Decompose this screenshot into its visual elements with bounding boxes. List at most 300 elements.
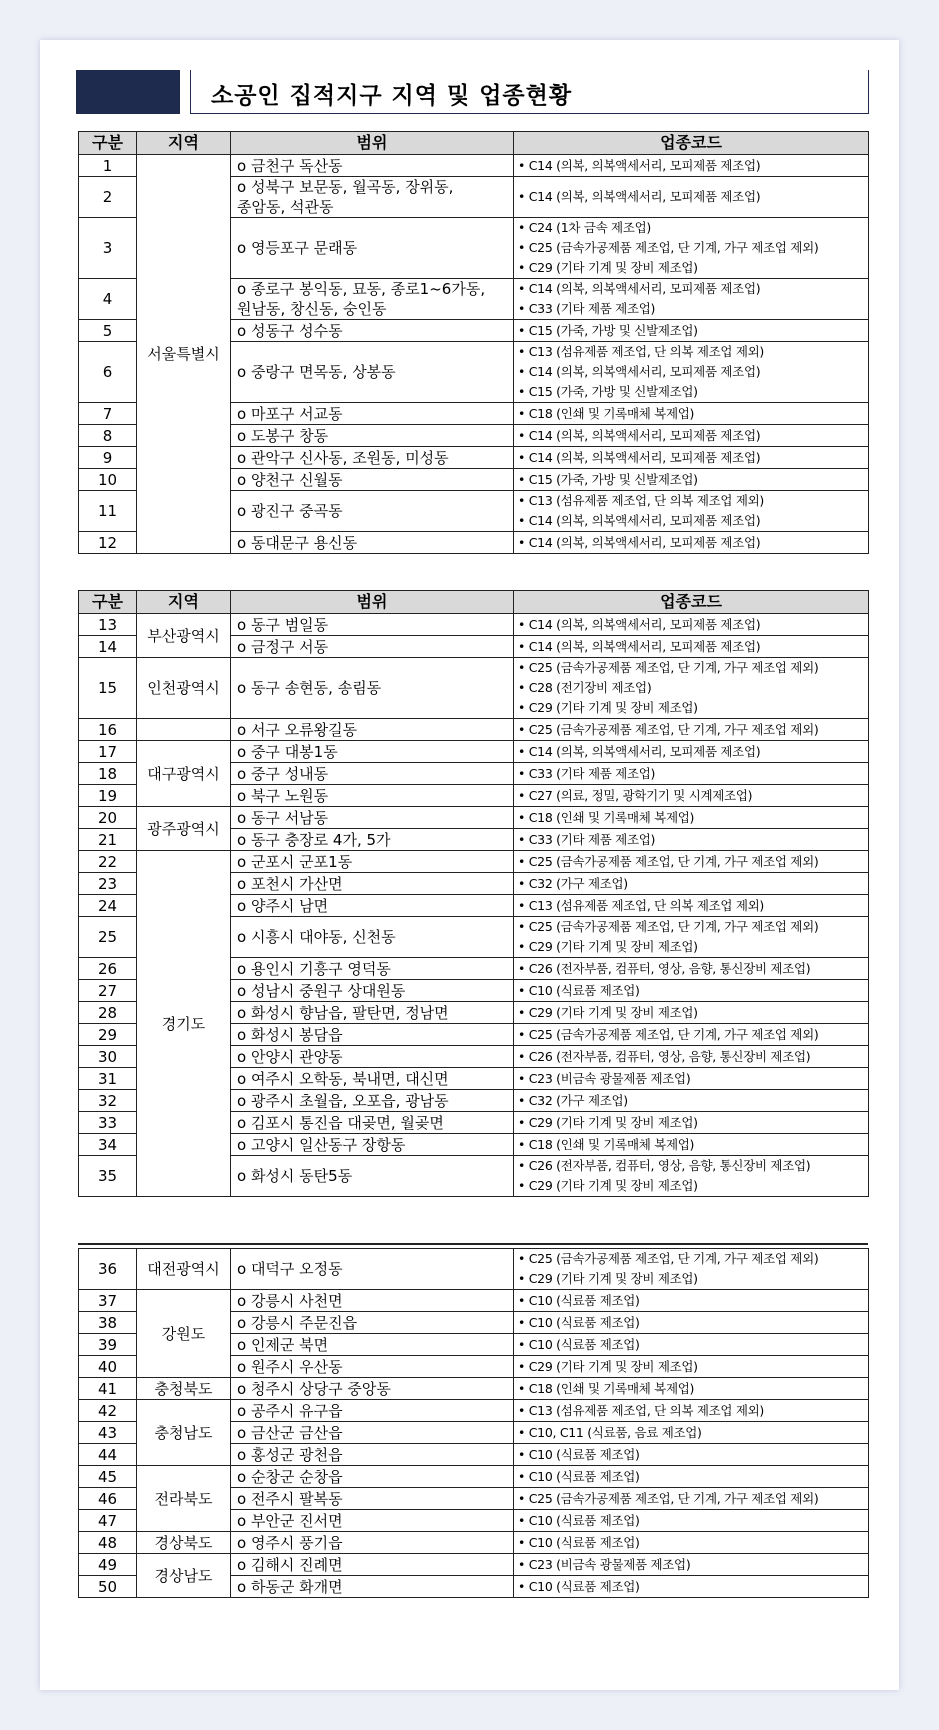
range-line: o 성남시 중원구 상대원동 (237, 981, 406, 1000)
row-number: 22 (79, 851, 137, 873)
region-cell: 경기도 (137, 851, 231, 1197)
row-number: 49 (79, 1554, 137, 1576)
industry-code-line: • C13 (섬유제품 제조업, 단 의복 제조업 제외) (518, 1402, 764, 1418)
range-cell (231, 447, 514, 469)
region-cell: 강원도 (137, 1290, 231, 1378)
range-cell (231, 741, 514, 763)
row-number: 37 (79, 1290, 137, 1312)
industry-code-line: • C29 (기타 기계 및 장비 제조업) (518, 1358, 698, 1374)
row-number: 18 (79, 763, 137, 785)
row-number: 17 (79, 741, 137, 763)
range-line: o 북구 노원동 (237, 786, 329, 805)
region-cell: 대구광역시 (137, 741, 231, 807)
row-number: 15 (79, 658, 137, 719)
table-row (79, 1532, 869, 1554)
range-line: o 원주시 우산동 (237, 1357, 343, 1376)
range-line: o 대덕구 오정동 (237, 1260, 343, 1278)
range-line: o 서구 오류왕길동 (237, 720, 358, 739)
range-cell (231, 218, 514, 279)
range-cell (231, 1002, 514, 1024)
range-cell (231, 851, 514, 873)
row-number: 43 (79, 1422, 137, 1444)
range-line: o 강릉시 주문진읍 (237, 1313, 358, 1332)
row-number: 7 (79, 403, 137, 425)
industry-code-line: • C23 (비금속 광물제품 제조업) (518, 1070, 691, 1086)
range-cell (231, 1024, 514, 1046)
industry-code-cell (514, 1312, 869, 1334)
range-cell (231, 785, 514, 807)
column-header: 지역 (137, 591, 231, 614)
industry-code-line: • C10 (식료품 제조업) (518, 1336, 640, 1352)
industry-code-cell (514, 785, 869, 807)
row-number: 25 (79, 917, 137, 958)
industry-code-cell (514, 958, 869, 980)
industry-code-line: • C18 (인쇄 및 기록매체 복제업) (518, 1136, 695, 1152)
range-line: o 중구 대봉1동 (237, 742, 338, 761)
industry-table-1 (78, 131, 869, 554)
industry-code-line: • C14 (의복, 의복액세서리, 모피제품 제조업) (518, 638, 761, 654)
range-cell (231, 614, 514, 636)
industry-code-line: • C25 (금속가공제품 제조업, 단 기계, 가구 제조업 제외) (518, 853, 819, 869)
industry-code-line: • C33 (기타 제품 제조업) (518, 831, 656, 847)
industry-code-cell (514, 279, 869, 320)
industry-code-line: • C10 (식료품 제조업) (518, 1534, 640, 1550)
industry-code-line: • C25 (금속가공제품 제조업, 단 기계, 가구 제조업 제외) (518, 1490, 819, 1506)
industry-code-cell (514, 917, 869, 958)
industry-code-cell (514, 342, 869, 403)
row-number: 8 (79, 425, 137, 447)
range-line: o 공주시 유구읍 (237, 1401, 343, 1420)
industry-code-line: • C10, C11 (식료품, 음료 제조업) (518, 1424, 702, 1440)
industry-code-cell (514, 532, 869, 554)
row-number: 48 (79, 1532, 137, 1554)
row-number: 6 (79, 342, 137, 403)
column-header: 범위 (231, 591, 514, 614)
range-line: o 김포시 통진읍 대곶면, 월곶면 (237, 1113, 444, 1132)
range-line: o 전주시 팔복동 (237, 1489, 343, 1508)
range-cell (231, 807, 514, 829)
row-number: 12 (79, 532, 137, 554)
industry-code-line: • C15 (가죽, 가방 및 신발제조업) (518, 384, 698, 399)
industry-code-line: • C10 (식료품 제조업) (518, 1292, 640, 1308)
industry-code-cell (514, 829, 869, 851)
range-line: o 화성시 향남읍, 팔탄면, 정남면 (237, 1003, 449, 1022)
range-line: o 여주시 오학동, 북내면, 대신면 (237, 1069, 449, 1088)
industry-code-cell (514, 1290, 869, 1312)
region-cell: 부산광역시 (137, 614, 231, 658)
table-row (79, 807, 869, 829)
industry-code-line: • C29 (기타 기계 및 장비 제조업) (518, 700, 698, 715)
range-line: o 하동군 화개면 (237, 1577, 343, 1596)
region-cell: 경상북도 (137, 1532, 231, 1554)
industry-code-cell (514, 1532, 869, 1554)
industry-code-line: • C14 (의복, 의복액세서리, 모피제품 제조업) (518, 616, 761, 632)
region-cell: 경상남도 (137, 1554, 231, 1598)
industry-code-cell (514, 807, 869, 829)
table-row (79, 1378, 869, 1400)
region-cell: 충청남도 (137, 1400, 231, 1466)
row-number: 3 (79, 218, 137, 279)
row-number: 32 (79, 1090, 137, 1112)
industry-code-line: • C10 (식료품 제조업) (518, 982, 640, 998)
industry-code-cell (514, 1488, 869, 1510)
section-divider (78, 1243, 868, 1245)
range-line: o 마포구 서교동 (237, 404, 343, 423)
table-row (79, 1466, 869, 1488)
industry-code-line: • C14 (의복, 의복액세서리, 모피제품 제조업) (518, 743, 761, 759)
industry-code-line: • C25 (금속가공제품 제조업, 단 기계, 가구 제조업 제외) (518, 1026, 819, 1042)
industry-code-cell (514, 1046, 869, 1068)
range-cell (231, 1510, 514, 1532)
region-cell: 대전광역시 (137, 1249, 231, 1290)
range-line: o 청주시 상당구 중앙동 (237, 1379, 391, 1398)
industry-code-line: • C14 (의복, 의복액세서리, 모피제품 제조업) (518, 364, 761, 379)
row-number: 21 (79, 829, 137, 851)
industry-code-line: • C32 (가구 제조업) (518, 1092, 628, 1108)
industry-code-cell (514, 1576, 869, 1598)
industry-code-cell (514, 1002, 869, 1024)
industry-code-line: • C28 (전기장비 제조업) (518, 680, 652, 695)
row-number: 11 (79, 491, 137, 532)
range-cell (231, 763, 514, 785)
industry-code-cell (514, 614, 869, 636)
row-number: 45 (79, 1466, 137, 1488)
range-line: o 영주시 풍기읍 (237, 1533, 343, 1552)
industry-code-line: • C25 (금속가공제품 제조업, 단 기계, 가구 제조업 제외) (518, 1251, 819, 1266)
industry-code-cell (514, 1356, 869, 1378)
row-number: 10 (79, 469, 137, 491)
range-line: o 홍성군 광천읍 (237, 1445, 343, 1464)
range-cell (231, 1466, 514, 1488)
range-line: o 안양시 관양동 (237, 1047, 343, 1066)
row-number: 46 (79, 1488, 137, 1510)
table-row (79, 1249, 869, 1290)
range-line: o 인제군 북면 (237, 1335, 329, 1354)
row-number: 5 (79, 320, 137, 342)
industry-code-line: • C29 (기타 기계 및 장비 제조업) (518, 1004, 698, 1020)
header-accent-block (76, 70, 180, 114)
range-cell (231, 895, 514, 917)
range-line: o 포천시 가산면 (237, 874, 343, 893)
row-number: 36 (79, 1249, 137, 1290)
industry-code-cell (514, 155, 869, 177)
industry-code-line: • C29 (기타 기계 및 장비 제조업) (518, 1178, 698, 1193)
range-cell (231, 1488, 514, 1510)
range-line: o 화성시 동탄5동 (237, 1167, 353, 1185)
row-number: 24 (79, 895, 137, 917)
industry-code-line: • C14 (의복, 의복액세서리, 모피제품 제조업) (518, 189, 761, 204)
industry-code-line: • C14 (의복, 의복액세서리, 모피제품 제조업) (518, 449, 761, 465)
range-cell (231, 829, 514, 851)
industry-code-cell (514, 1510, 869, 1532)
industry-code-line: • C29 (기타 기계 및 장비 제조업) (518, 1114, 698, 1130)
industry-code-line: • C33 (기타 제품 제조업) (518, 301, 656, 316)
row-number: 30 (79, 1046, 137, 1068)
row-number: 41 (79, 1378, 137, 1400)
row-number: 19 (79, 785, 137, 807)
industry-code-cell (514, 658, 869, 719)
row-number: 47 (79, 1510, 137, 1532)
range-line: o 시흥시 대야동, 신천동 (237, 928, 396, 946)
range-cell (231, 425, 514, 447)
industry-code-line: • C13 (섬유제품 제조업, 단 의복 제조업 제외) (518, 493, 764, 508)
document-header (76, 70, 869, 114)
range-line: o 군포시 군포1동 (237, 852, 353, 871)
industry-code-cell (514, 741, 869, 763)
industry-code-cell (514, 1134, 869, 1156)
range-line: 종암동, 석관동 (237, 198, 334, 216)
industry-code-cell (514, 1112, 869, 1134)
column-header: 업종코드 (514, 132, 869, 155)
range-cell (231, 342, 514, 403)
industry-code-cell (514, 1334, 869, 1356)
region-cell: 충청북도 (137, 1378, 231, 1400)
range-cell (231, 1090, 514, 1112)
range-line: o 영등포구 문래동 (237, 239, 358, 257)
row-number: 33 (79, 1112, 137, 1134)
range-line: o 광주시 초월읍, 오포읍, 광남동 (237, 1091, 449, 1110)
range-cell (231, 1356, 514, 1378)
row-number: 40 (79, 1356, 137, 1378)
column-header: 구분 (79, 132, 137, 155)
industry-code-line: • C10 (식료품 제조업) (518, 1512, 640, 1528)
range-line: o 고양시 일산동구 장항동 (237, 1135, 406, 1154)
region-cell: 전라북도 (137, 1466, 231, 1532)
industry-code-cell (514, 980, 869, 1002)
industry-code-line: • C25 (금속가공제품 제조업, 단 기계, 가구 제조업 제외) (518, 919, 819, 934)
industry-code-cell (514, 218, 869, 279)
region-cell: 인천광역시 (137, 658, 231, 719)
range-line: o 용인시 기흥구 영덕동 (237, 959, 391, 978)
industry-code-cell (514, 1444, 869, 1466)
industry-code-line: • C26 (전자부품, 컴퓨터, 영상, 음향, 통신장비 제조업) (518, 1048, 811, 1064)
range-line: o 종로구 봉익동, 묘동, 종로1~6가동, (237, 280, 486, 298)
document-title: 소공인 집적지구 지역 및 업종현황 (211, 83, 573, 109)
region-cell: 서울특별시 (137, 155, 231, 554)
industry-code-line: • C13 (섬유제품 제조업, 단 의복 제조업 제외) (518, 344, 764, 359)
industry-code-line: • C14 (의복, 의복액세서리, 모피제품 제조업) (518, 281, 761, 296)
table-row (79, 155, 869, 177)
region-cell: 광주광역시 (137, 807, 231, 851)
range-cell (231, 1400, 514, 1422)
row-number: 38 (79, 1312, 137, 1334)
table-header-row (79, 591, 869, 614)
industry-code-cell (514, 1400, 869, 1422)
column-header: 업종코드 (514, 591, 869, 614)
range-cell (231, 917, 514, 958)
industry-code-cell (514, 1422, 869, 1444)
industry-code-line: • C29 (기타 기계 및 장비 제조업) (518, 260, 698, 275)
table-row (79, 614, 869, 636)
industry-table-2 (78, 590, 869, 1197)
range-cell (231, 1290, 514, 1312)
column-header: 범위 (231, 132, 514, 155)
row-number: 39 (79, 1334, 137, 1356)
range-cell (231, 873, 514, 895)
range-line: o 동구 서남동 (237, 808, 329, 827)
industry-code-cell (514, 1378, 869, 1400)
industry-code-line: • C14 (의복, 의복액세서리, 모피제품 제조업) (518, 534, 761, 550)
industry-code-cell (514, 1090, 869, 1112)
range-cell (231, 155, 514, 177)
region-cell (137, 719, 231, 741)
industry-code-line: • C15 (가죽, 가방 및 신발제조업) (518, 322, 698, 338)
industry-code-line: • C10 (식료품 제조업) (518, 1468, 640, 1484)
row-number: 4 (79, 279, 137, 320)
industry-code-line: • C25 (금속가공제품 제조업, 단 기계, 가구 제조업 제외) (518, 240, 819, 255)
row-number: 20 (79, 807, 137, 829)
industry-code-line: • C14 (의복, 의복액세서리, 모피제품 제조업) (518, 513, 761, 528)
industry-code-line: • C18 (인쇄 및 기록매체 복제업) (518, 1380, 695, 1396)
range-cell (231, 1134, 514, 1156)
range-line: o 중구 성내동 (237, 764, 329, 783)
industry-code-cell (514, 1156, 869, 1197)
range-cell (231, 177, 514, 218)
table-row (79, 1400, 869, 1422)
industry-code-cell (514, 403, 869, 425)
row-number: 23 (79, 873, 137, 895)
table-row (79, 851, 869, 873)
row-number: 16 (79, 719, 137, 741)
range-line: o 도봉구 창동 (237, 426, 329, 445)
industry-code-line: • C10 (식료품 제조업) (518, 1314, 640, 1330)
industry-code-cell (514, 425, 869, 447)
range-line: o 강릉시 사천면 (237, 1291, 343, 1310)
industry-code-cell (514, 763, 869, 785)
row-number: 28 (79, 1002, 137, 1024)
range-cell (231, 1046, 514, 1068)
table-row (79, 658, 869, 719)
range-cell (231, 1554, 514, 1576)
industry-code-line: • C27 (의료, 정밀, 광학기기 및 시계제조업) (518, 787, 753, 803)
row-number: 31 (79, 1068, 137, 1090)
industry-code-cell (514, 636, 869, 658)
industry-table-3 (78, 1248, 869, 1598)
range-cell (231, 469, 514, 491)
range-line: o 화성시 봉담읍 (237, 1025, 343, 1044)
header-title-box (190, 70, 869, 114)
row-number: 29 (79, 1024, 137, 1046)
row-number: 50 (79, 1576, 137, 1598)
range-line: o 중랑구 면목동, 상봉동 (237, 363, 396, 381)
industry-code-line: • C23 (비금속 광물제품 제조업) (518, 1556, 691, 1572)
industry-code-line: • C14 (의복, 의복액세서리, 모피제품 제조업) (518, 157, 761, 173)
industry-code-line: • C15 (가죽, 가방 및 신발제조업) (518, 471, 698, 487)
row-number: 26 (79, 958, 137, 980)
range-cell (231, 1112, 514, 1134)
industry-code-cell (514, 491, 869, 532)
range-cell (231, 980, 514, 1002)
table-row (79, 1290, 869, 1312)
industry-code-line: • C25 (금속가공제품 제조업, 단 기계, 가구 제조업 제외) (518, 660, 819, 675)
table-row (79, 719, 869, 741)
industry-code-cell (514, 1068, 869, 1090)
range-cell (231, 491, 514, 532)
industry-code-line: • C33 (기타 제품 제조업) (518, 765, 656, 781)
range-cell (231, 1312, 514, 1334)
range-line: o 관악구 신사동, 조원동, 미성동 (237, 448, 449, 467)
table-row (79, 1554, 869, 1576)
table-row (79, 741, 869, 763)
range-cell (231, 1444, 514, 1466)
industry-code-line: • C18 (인쇄 및 기록매체 복제업) (518, 405, 695, 421)
range-cell (231, 1156, 514, 1197)
range-cell (231, 1422, 514, 1444)
industry-code-cell (514, 177, 869, 218)
industry-code-line: • C29 (기타 기계 및 장비 제조업) (518, 1271, 698, 1286)
industry-code-cell (514, 447, 869, 469)
row-number: 34 (79, 1134, 137, 1156)
industry-code-cell (514, 469, 869, 491)
range-line: o 부안군 진서면 (237, 1511, 343, 1530)
range-line: o 양주시 남면 (237, 896, 329, 915)
row-number: 2 (79, 177, 137, 218)
range-line: o 동대문구 용신동 (237, 533, 358, 552)
row-number: 44 (79, 1444, 137, 1466)
range-line: o 동구 충장로 4가, 5가 (237, 830, 391, 849)
industry-code-cell (514, 895, 869, 917)
industry-code-line: • C32 (가구 제조업) (518, 875, 628, 891)
range-cell (231, 1068, 514, 1090)
row-number: 13 (79, 614, 137, 636)
range-cell (231, 636, 514, 658)
range-cell (231, 320, 514, 342)
range-line: o 김해시 진례면 (237, 1555, 343, 1574)
industry-code-line: • C25 (금속가공제품 제조업, 단 기계, 가구 제조업 제외) (518, 721, 819, 737)
industry-code-line: • C26 (전자부품, 컴퓨터, 영상, 음향, 통신장비 제조업) (518, 960, 811, 976)
row-number: 42 (79, 1400, 137, 1422)
industry-code-line: • C10 (식료품 제조업) (518, 1578, 640, 1594)
row-number: 27 (79, 980, 137, 1002)
range-line: o 금산군 금산읍 (237, 1423, 343, 1442)
range-cell (231, 658, 514, 719)
range-cell (231, 958, 514, 980)
row-number: 9 (79, 447, 137, 469)
range-line: o 광진구 중곡동 (237, 502, 343, 520)
industry-code-line: • C14 (의복, 의복액세서리, 모피제품 제조업) (518, 427, 761, 443)
range-cell (231, 1249, 514, 1290)
range-cell (231, 1576, 514, 1598)
range-cell (231, 1334, 514, 1356)
range-cell (231, 719, 514, 741)
industry-code-line: • C26 (전자부품, 컴퓨터, 영상, 음향, 통신장비 제조업) (518, 1158, 811, 1173)
industry-code-cell (514, 873, 869, 895)
industry-code-cell (514, 1249, 869, 1290)
industry-code-line: • C18 (인쇄 및 기록매체 복제업) (518, 809, 695, 825)
range-cell (231, 403, 514, 425)
range-line: o 금천구 독산동 (237, 156, 343, 175)
row-number: 14 (79, 636, 137, 658)
range-line: o 성동구 성수동 (237, 321, 343, 340)
range-line: o 순창군 순창읍 (237, 1467, 343, 1486)
range-line: o 양천구 신월동 (237, 470, 343, 489)
range-line: o 동구 송현동, 송림동 (237, 679, 382, 697)
industry-code-cell (514, 851, 869, 873)
range-line: o 금정구 서동 (237, 637, 329, 656)
row-number: 35 (79, 1156, 137, 1197)
range-cell (231, 1532, 514, 1554)
industry-code-line: • C29 (기타 기계 및 장비 제조업) (518, 939, 698, 954)
industry-code-line: • C13 (섬유제품 제조업, 단 의복 제조업 제외) (518, 897, 764, 913)
column-header: 지역 (137, 132, 231, 155)
range-cell (231, 532, 514, 554)
industry-code-cell (514, 1024, 869, 1046)
industry-code-line: • C24 (1차 금속 제조업) (518, 220, 651, 235)
range-line: o 동구 범일동 (237, 615, 329, 634)
industry-code-cell (514, 320, 869, 342)
industry-code-cell (514, 1466, 869, 1488)
range-cell (231, 279, 514, 320)
